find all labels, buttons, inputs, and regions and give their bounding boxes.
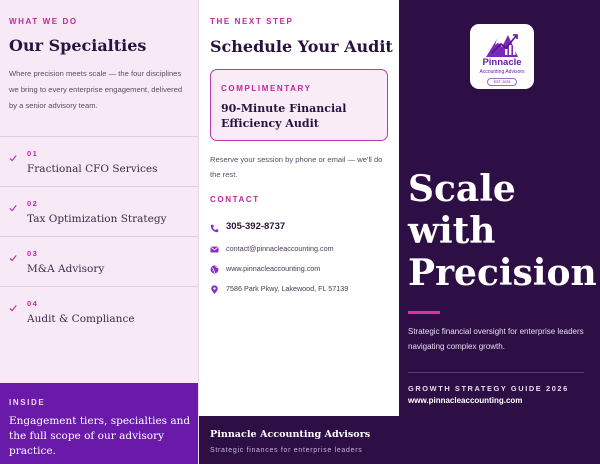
- contact-website[interactable]: [210, 263, 395, 277]
- specialties-list: [0, 136, 198, 336]
- address-value: 7586 Park Pkwy, Lakewood, FL 57139: [226, 284, 349, 293]
- email-value: contact@pinnacleaccounting.com: [226, 244, 334, 253]
- inside-text: Engagement tiers, specialties and the full scope of our advisory practice.: [9, 415, 191, 457]
- inside-callout: [0, 383, 198, 464]
- logo-subtitle: Accounting Advisors: [479, 69, 525, 75]
- logo-est-badge: EST. 2025: [487, 78, 517, 86]
- check-icon: [9, 204, 17, 212]
- specialty-number: 04: [27, 299, 39, 308]
- offer-eyebrow: COMPLIMENTARY: [221, 84, 312, 93]
- firm-name: Pinnacle Accounting Advisors: [210, 429, 371, 440]
- specialty-item: [0, 286, 198, 336]
- specialty-item: [0, 186, 198, 236]
- specialties-title: Our Specialties: [9, 36, 147, 55]
- contact-email[interactable]: [210, 243, 395, 257]
- cover-panel: [399, 0, 600, 464]
- firm-footer: [199, 416, 399, 464]
- check-icon: [9, 304, 17, 312]
- inside-eyebrow: INSIDE: [9, 398, 46, 407]
- next-step-eyebrow: THE NEXT STEP: [210, 17, 294, 26]
- location-pin-icon: [210, 285, 219, 294]
- contact-eyebrow: CONTACT: [210, 195, 260, 204]
- headline-line: with: [408, 210, 496, 252]
- contact-phone[interactable]: [210, 222, 395, 236]
- guide-title: GROWTH STRATEGY GUIDE 2026: [408, 384, 569, 393]
- specialties-intro: Where precision meets scale — the four disciplines we bring to every enterprise engagement, delivered by a senior advisory team.: [9, 69, 183, 110]
- cover-url[interactable]: www.pinnacleaccounting.com: [408, 396, 523, 405]
- website-value: www.pinnacleaccounting.com: [226, 264, 321, 273]
- firm-subtitle: Strategic finances for enterprise leaders: [210, 447, 363, 454]
- specialty-label: M&A Advisory: [27, 263, 105, 275]
- phone-icon: [210, 224, 219, 233]
- next-step-panel: [198, 0, 399, 464]
- specialty-number: 02: [27, 199, 39, 208]
- specialty-label: Audit & Compliance: [27, 313, 135, 325]
- headline-line: Precision: [408, 252, 597, 294]
- specialty-item: [0, 236, 198, 286]
- specialty-label: Tax Optimization Strategy: [27, 213, 167, 225]
- audit-offer-card: [210, 69, 388, 141]
- offer-title: 90-Minute Financial Efficiency Audit: [221, 102, 347, 130]
- mountain-logo-icon: [484, 29, 520, 59]
- accent-divider: [408, 311, 440, 314]
- logo-name: Pinnacle: [482, 57, 522, 68]
- specialty-number: 01: [27, 149, 39, 158]
- pinnacle-logo: [470, 24, 534, 89]
- headline-line: Scale: [408, 168, 516, 210]
- specialty-item: [0, 136, 198, 186]
- check-icon: [9, 254, 17, 262]
- globe-icon: [210, 265, 219, 274]
- mail-icon: [210, 245, 219, 254]
- next-step-title: Schedule Your Audit: [210, 37, 393, 56]
- specialty-label: Fractional CFO Services: [27, 163, 158, 175]
- guide-divider: [408, 372, 584, 373]
- cover-tagline: Strategic financial oversight for enterprise leaders navigating complex growth.: [408, 327, 584, 351]
- reserve-text: Reserve your session by phone or email — we'll do the rest.: [210, 155, 383, 179]
- contact-address: [210, 283, 395, 297]
- check-icon: [9, 154, 17, 162]
- specialties-panel: [0, 0, 198, 464]
- specialties-eyebrow: WHAT WE DO: [9, 17, 78, 26]
- cover-headline: [408, 168, 598, 294]
- phone-value: 305-392-8737: [226, 221, 286, 232]
- specialty-number: 03: [27, 249, 39, 258]
